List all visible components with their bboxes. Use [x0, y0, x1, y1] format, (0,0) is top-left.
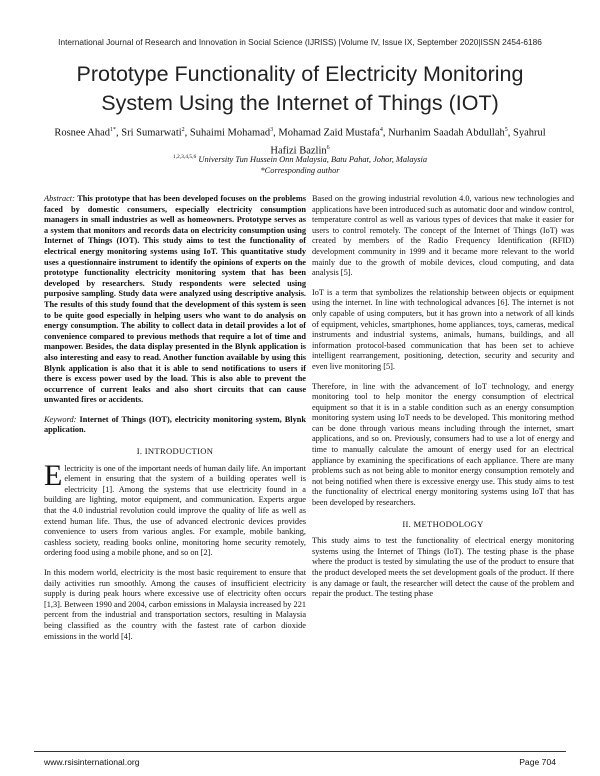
- page-number: Page 704: [519, 757, 556, 767]
- abstract-text: This prototype that has been developed focuses on the problems faced by domestic consumers, especially electricity consumption managers in small industries as well as homeowners. Prototype serves as a system that monitors and records data on electricity consumption using Internet of Things (IOT). This study aims to test the functionality of electrical energy monitoring systems using IoT. This quantitative study uses a questionnaire instrument to identify the opinions of experts on the prototype functionality electricity monitoring system that has been developed by researchers. Study respondents were selected using purposive sampling. Study data were analyzed using descriptive analysis. The results of this study found that the development of this system is seen to be quite good especially in helping users who want to do analysis on energy consumption. The ability to collect data in detail provides a lot of convenience compared to previous methods that require a lot of time and manpower. Besides, the data display presented in the Blynk application is also interesting and easy to read. Another function available by using this Blynk application is also that it is able to send notifications to users if there is excess power used by the load. This is also able to prevent the occurrence of current leaks and also short circuits that can cause unwanted fires or accidents.: [44, 194, 306, 405]
- author-name: Nurhanim Saadah Abdullah: [388, 127, 505, 139]
- affiliation: [40, 152, 560, 176]
- affiliation-sup: 1,2,3,4,5,6: [172, 154, 197, 160]
- left-column: [44, 194, 306, 651]
- abstract: [44, 194, 306, 406]
- author-sup: 5: [504, 127, 508, 133]
- title-line-2: System Using the Internet of Things (IOT): [101, 91, 499, 115]
- section-heading-methodology: II. METHODOLOGY: [402, 518, 484, 529]
- title-line-1: Prototype Functionality of Electricity Monitoring: [76, 62, 524, 86]
- footer-divider: [34, 751, 566, 752]
- right-paragraph-1: Based on the growing industrial revolution 4.0, various new technologies and applications have been introduced such as automatic door and window control, temperature control as well as various types of devices that make it easier for users to control remotely. The concept of the Internet of Things (IoT) was created by members of the Radio Frequency Identification (RFID) development community in 1999 and it became more relevant to the world mainly due to the growth of mobile devices, cloud computing, and data analysis [5].: [312, 194, 574, 278]
- section-heading-introduction: I. INTRODUCTION: [136, 446, 214, 457]
- author-name: Suhaimi Mohamad: [189, 127, 271, 139]
- author-name: Syahrul: [513, 127, 546, 139]
- intro-paragraph-1: [44, 458, 306, 559]
- authors-line-1: Rosnee Ahad$^{1*}$, Sri Sumarwati$^2$, Suhaimi Mohamad$^3$, Mohamad Zaid Mustafa$^4$, Nurhanim Saadah Abdullah$^5$, Syahrul: [54, 127, 546, 139]
- journal-header: International Journal of Research and Innovation in Social Science (IJRISS) |Volume IV, Issue IX, September 2020|ISSN 2454-6186: [58, 37, 542, 47]
- affiliation-line: [40, 152, 560, 165]
- keywords-label: Keyword:: [44, 414, 77, 424]
- drop-cap: E: [44, 458, 63, 492]
- corresponding-author: *Corresponding author: [260, 165, 340, 175]
- methodology-paragraph-1: This study aims to test the functionality of electrical energy monitoring systems using the Internet of Things (IoT). The testing phase is the phase where the product is tested by simulating the use of the product to ensure that the product developed meets the set development goals of the product. If there is any damage or fault, the researcher will detect the cause of the problem and repair the product. The testing phase: [312, 536, 574, 599]
- author-sup: 3: [270, 127, 274, 133]
- author-sup: 6: [326, 144, 330, 151]
- author-name: Sri Sumarwati: [121, 127, 182, 139]
- intro-paragraph-2: In this modern world, electricity is the most basic requirement to ensure that daily activities run smoothly. Among the causes of insufficient electricity supply is during peak hours where excessive use of electricity often occurs [1,3]. Between 1990 and 2004, carbon emissions in Malaysia increased by 221 percent from the industrial and transportation sectors, resulting in Malaysia being classified as the country with the fastest rate of carbon dioxide emissions in the world [4].: [44, 568, 306, 641]
- affiliation-text: University Tun Hussein Onn Malaysia, Batu Pahat, Johor, Malaysia: [198, 154, 428, 164]
- intro-paragraph-1-text: lectricity is one of the important needs of human daily life. An important element in ensuring that the system of a building operates well is electricity [1]. Among the systems that use electricity found in a building are lighting, motor equipment, and communication. Experts argue that the 4.0 industrial revolution could improve the quality of life as well as extend human life. Thus, the use of advanced electronic devices provides convenience to users from various angles. For example, mobile banking, cashless society, reading books online, monitoring home security remotely, ordering food using a mobile phone, and so on [2].: [44, 463, 306, 558]
- abstract-label: Abstract:: [44, 194, 75, 203]
- footer-website: www.rsisinternational.org: [44, 757, 140, 767]
- author-name: Mohamad Zaid Mustafa: [278, 127, 380, 139]
- author-name: Hafizi Bazlin: [270, 145, 327, 156]
- paper-title: [30, 60, 570, 118]
- author-sup: 2: [181, 127, 185, 133]
- right-paragraph-2: IoT is a term that symbolizes the relationship between objects or equipment using the internet. In line with technological advances [6]. The internet is not only capable of using computers, but it has grown into a network of all kinds of equipment, vehicles, smartphones, home appliances, toys, cameras, medical instruments and industrial systems, animals, humans, buildings, and all information protocol-based communication that has been set to achieve intelligent rearrangement, positioning, detection, security and security and even live monitoring [5].: [312, 287, 574, 371]
- author-sup: 4: [379, 127, 383, 133]
- author-sup: 1*: [110, 127, 117, 133]
- keywords-text: Internet of Things (IOT), electricity monitoring system, Blynk application.: [44, 414, 306, 435]
- right-column: [312, 194, 574, 609]
- right-paragraph-3: Therefore, in line with the advancement of IoT technology, and energy monitoring tool to help monitor the energy consumption of electrical equipment so that it is in a stable condition such as an energy consumption monitoring system using IoT needs to be developed. This monitoring method can be done through various means including through the internet, smart applications, and so on. Previously, consumers had to use a lot of energy and time to manually calculate the amount of energy used for an electrical appliance by examining the specifications of each appliance. There are many problems such as not being able to monitor energy consumption remotely and not being notified when there is excessive energy use. This study aims to test the functionality of electrical energy monitoring systems using IoT that has been developed by researchers.: [312, 381, 574, 508]
- keywords: [44, 415, 306, 436]
- author-name: Rosnee Ahad: [54, 127, 111, 139]
